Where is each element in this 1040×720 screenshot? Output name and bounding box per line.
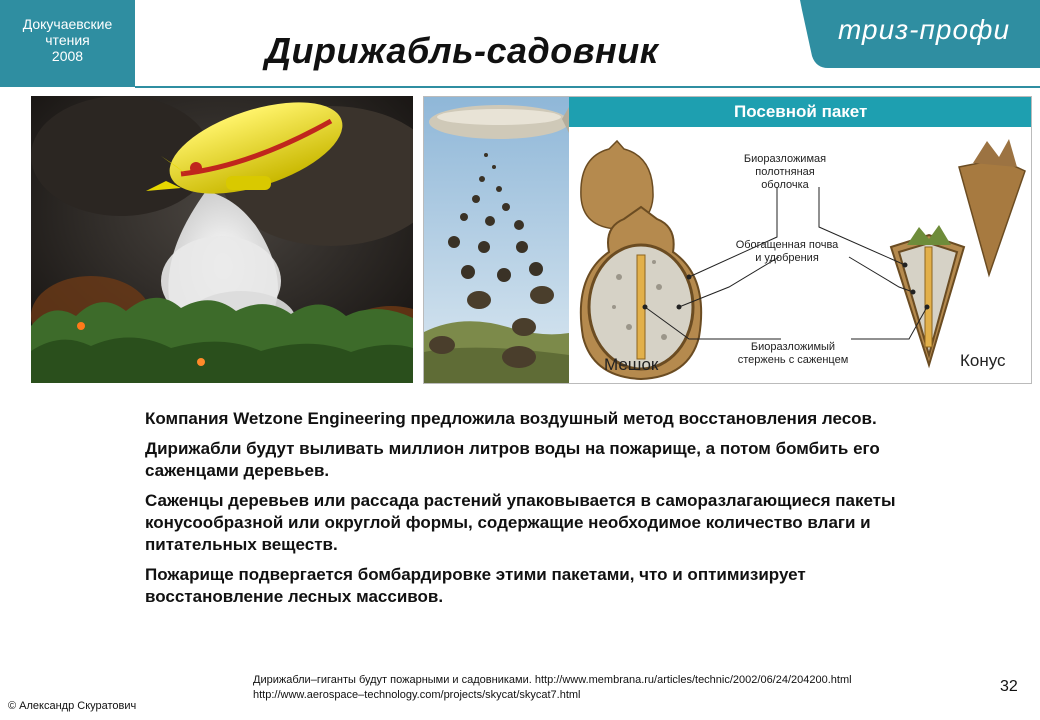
brand-logo-text: триз-профи	[838, 14, 1011, 45]
event-line-3: 2008	[51, 48, 84, 64]
label-soil: Обогащенная почва и удобрения	[735, 239, 839, 264]
event-line-2: чтения	[45, 32, 90, 48]
event-badge	[0, 0, 135, 87]
slide-title: Дирижабль-садовник	[265, 30, 659, 71]
packet-banner-title: Посевной пакет	[734, 102, 868, 121]
references	[253, 673, 852, 703]
label-shell: Биоразложимая полотняная оболочка	[743, 153, 827, 191]
reference-1: Дирижабли–гиганты будут пожарными и садовниками. http://www.membrana.ru/articles/technic/2002/06/24/204200.html	[253, 674, 852, 686]
seed-packet-figure	[423, 96, 1032, 384]
slide-header	[0, 0, 1040, 87]
reference-2: http://www.aerospace–technology.com/projects/skycat/skycat7.html	[253, 689, 581, 701]
paragraph-4: Пожарище подвергается бомбардировке этими пакетами, что и оптимизирует восстановление лесных массивов.	[145, 565, 806, 606]
paragraph-2: Дирижабли будут выливать миллион литров воды на пожарище, а потом бомбить его саженцами деревьев.	[145, 439, 880, 480]
author-credit: © Александр Скуратович	[8, 700, 137, 712]
airship-fire-photo	[31, 96, 413, 383]
paragraph-3: Саженцы деревьев или рассада растений упаковывается в саморазлагающиеся пакеты конусообразной или округлой формы, содержащие необходимое количество влаги и питательных веществ.	[145, 491, 896, 554]
airship-dropping-packets-illustration	[424, 97, 569, 383]
page-number: 32	[1000, 678, 1018, 695]
label-cone: Конус	[960, 351, 1006, 370]
slide-body-text	[145, 408, 905, 616]
label-bag: Мешок	[604, 355, 659, 374]
paragraph-1: Компания Wetzone Engineering предложила воздушный метод восстановления лесов.	[145, 409, 877, 428]
header-divider	[135, 86, 1040, 88]
label-rod: Биоразложимый стержень с саженцем	[737, 341, 849, 366]
event-line-1: Докучаевские	[22, 16, 113, 32]
